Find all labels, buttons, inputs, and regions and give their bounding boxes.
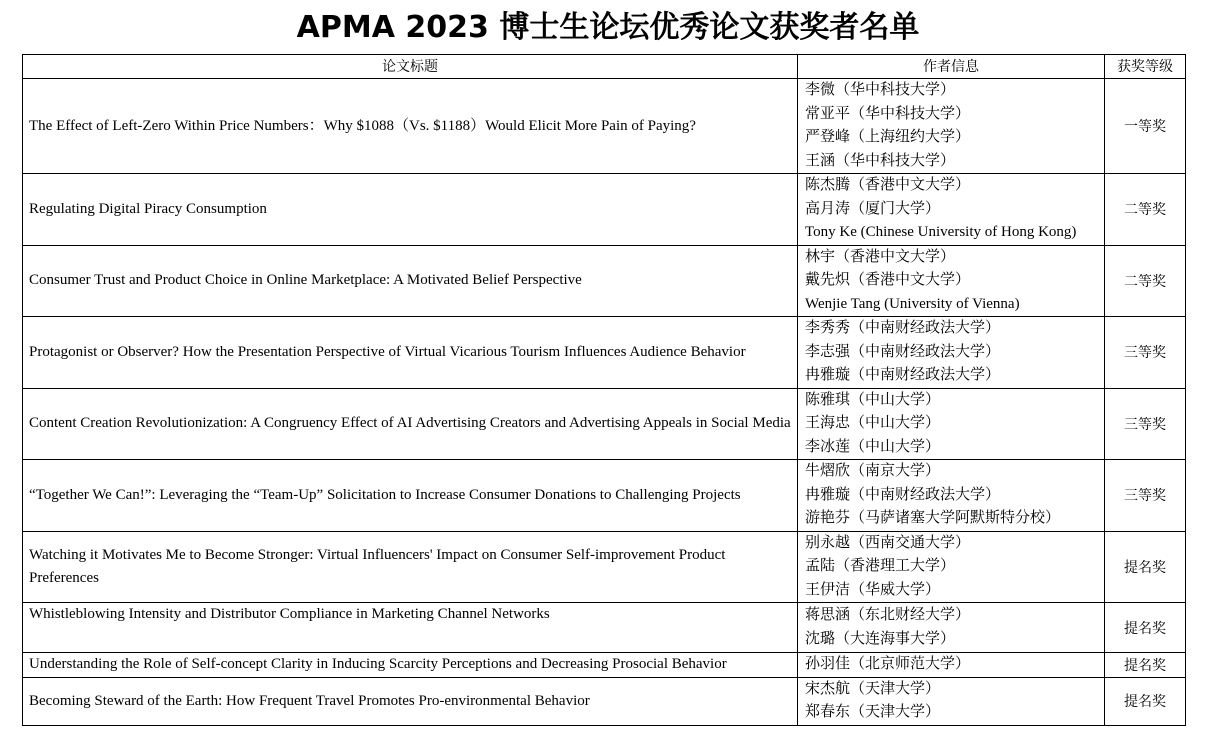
authors-cell	[798, 677, 1105, 725]
author-entry: 陈杰腾（香港中文大学）	[805, 177, 971, 193]
author-entry: 宋杰航（天津大学）	[805, 680, 941, 697]
award-level-cell: 提名奖	[1105, 677, 1186, 725]
author-entry: 林宇（香港中文大学）	[805, 248, 956, 265]
award-level-cell: 二等奖	[1105, 174, 1186, 246]
paper-title-cell: “Together We Can!”: Leveraging the “Team-Up” Solicitation to Increase Consumer Donations to Challenging Projects	[23, 460, 798, 532]
author-entry: 王涵（华中科技大学）	[805, 152, 956, 169]
author-entry: 冉雅璇（中南财经政法大学）	[805, 486, 1001, 503]
author-entry: 高月涛（厦门大学）	[805, 200, 941, 217]
author-entry: 戴先炽（香港中文大学）	[805, 272, 971, 288]
paper-title-cell: The Effect of Left-Zero Within Price Numbers：Why $1088（Vs. $1188）Would Elicit More Pain of Paying?	[23, 79, 798, 174]
award-level-cell: 提名奖	[1105, 603, 1186, 653]
author-entry: 王伊洁（华威大学）	[805, 581, 941, 598]
author-entry: 牛熠欣（南京大学）	[805, 463, 941, 479]
awards-table	[22, 54, 1186, 726]
paper-title-cell: Watching it Motivates Me to Become Stronger: Virtual Influencers' Impact on Consumer Self-improvement Product Preferences	[23, 531, 798, 603]
authors-cell	[798, 245, 1105, 317]
paper-title-cell: Content Creation Revolutionization: A Congruency Effect of AI Advertising Creators and Advertising Appeals in Social Media	[23, 388, 798, 460]
author-entry: 李志强（中南财经政法大学）	[805, 343, 1001, 360]
award-level-cell: 提名奖	[1105, 653, 1186, 678]
table-row	[23, 677, 1186, 725]
author-entry: 蒋思涵（东北财经大学）	[805, 607, 971, 623]
paper-title-cell: Regulating Digital Piracy Consumption	[23, 174, 798, 246]
table-row	[23, 388, 1186, 460]
authors-cell	[798, 531, 1105, 603]
award-level-cell: 一等奖	[1105, 79, 1186, 174]
author-entry: 常亚平（华中科技大学）	[805, 105, 971, 122]
authors-cell	[798, 603, 1105, 653]
table-row	[23, 317, 1186, 389]
authors-cell	[798, 460, 1105, 532]
authors-cell	[798, 79, 1105, 174]
page-title: APMA 2023 博士生论坛优秀论文获奖者名单	[296, 10, 920, 45]
column-header-authors: 作者信息	[798, 55, 1105, 79]
author-entry: 孟陆（香港理工大学）	[805, 558, 956, 574]
award-level-cell: 提名奖	[1105, 531, 1186, 603]
author-entry: 游艳芬（马萨诸塞大学阿默斯特分校）	[805, 510, 1061, 526]
paper-title-cell: Protagonist or Observer? How the Presentation Perspective of Virtual Vicarious Tourism Influences Audience Behavior	[23, 317, 798, 389]
authors-cell	[798, 653, 1105, 678]
column-header-award: 获奖等级	[1105, 55, 1186, 79]
table-row	[23, 531, 1186, 603]
author-entry: 郑春东（天津大学）	[805, 704, 941, 720]
authors-cell	[798, 317, 1105, 389]
table-row	[23, 603, 1186, 653]
column-header-paper: 论文标题	[23, 55, 798, 79]
award-level-cell: 三等奖	[1105, 388, 1186, 460]
author-entry: 别永越（西南交通大学）	[805, 534, 971, 551]
authors-cell	[798, 388, 1105, 460]
author-entry: 孙羽佳（北京师范大学）	[805, 656, 971, 672]
table-row	[23, 460, 1186, 532]
table-row	[23, 79, 1186, 174]
author-entry: Wenjie Tang (University of Vienna)	[805, 295, 1020, 312]
paper-title-cell: Understanding the Role of Self-concept Clarity in Inducing Scarcity Perceptions and Decreasing Prosocial Behavior	[23, 653, 798, 678]
author-entry: 严登峰（上海纽约大学）	[805, 129, 971, 145]
authors-cell	[798, 174, 1105, 246]
author-entry: 李微（华中科技大学）	[805, 82, 956, 98]
author-entry: 李冰莲（中山大学）	[805, 438, 941, 455]
paper-title-cell: Whistleblowing Intensity and Distributor Compliance in Marketing Channel Networks	[23, 603, 798, 653]
table-row	[23, 653, 1186, 678]
header-row	[23, 55, 1186, 79]
paper-title-cell: Becoming Steward of the Earth: How Frequent Travel Promotes Pro-environmental Behavior	[23, 677, 798, 725]
author-entry: Tony Ke (Chinese University of Hong Kong)	[805, 224, 1077, 240]
author-entry: 陈雅琪（中山大学）	[805, 391, 941, 408]
award-level-cell: 三等奖	[1105, 317, 1186, 389]
table-row	[23, 245, 1186, 317]
author-entry: 王海忠（中山大学）	[805, 415, 941, 431]
author-entry: 沈璐（大连海事大学）	[805, 630, 956, 647]
author-entry: 冉雅璇（中南财经政法大学）	[805, 367, 1001, 383]
table-row	[23, 174, 1186, 246]
award-level-cell: 二等奖	[1105, 245, 1186, 317]
author-entry: 李秀秀（中南财经政法大学）	[805, 320, 1001, 336]
paper-title-cell: Consumer Trust and Product Choice in Online Marketplace: A Motivated Belief Perspective	[23, 245, 798, 317]
award-level-cell: 三等奖	[1105, 460, 1186, 532]
